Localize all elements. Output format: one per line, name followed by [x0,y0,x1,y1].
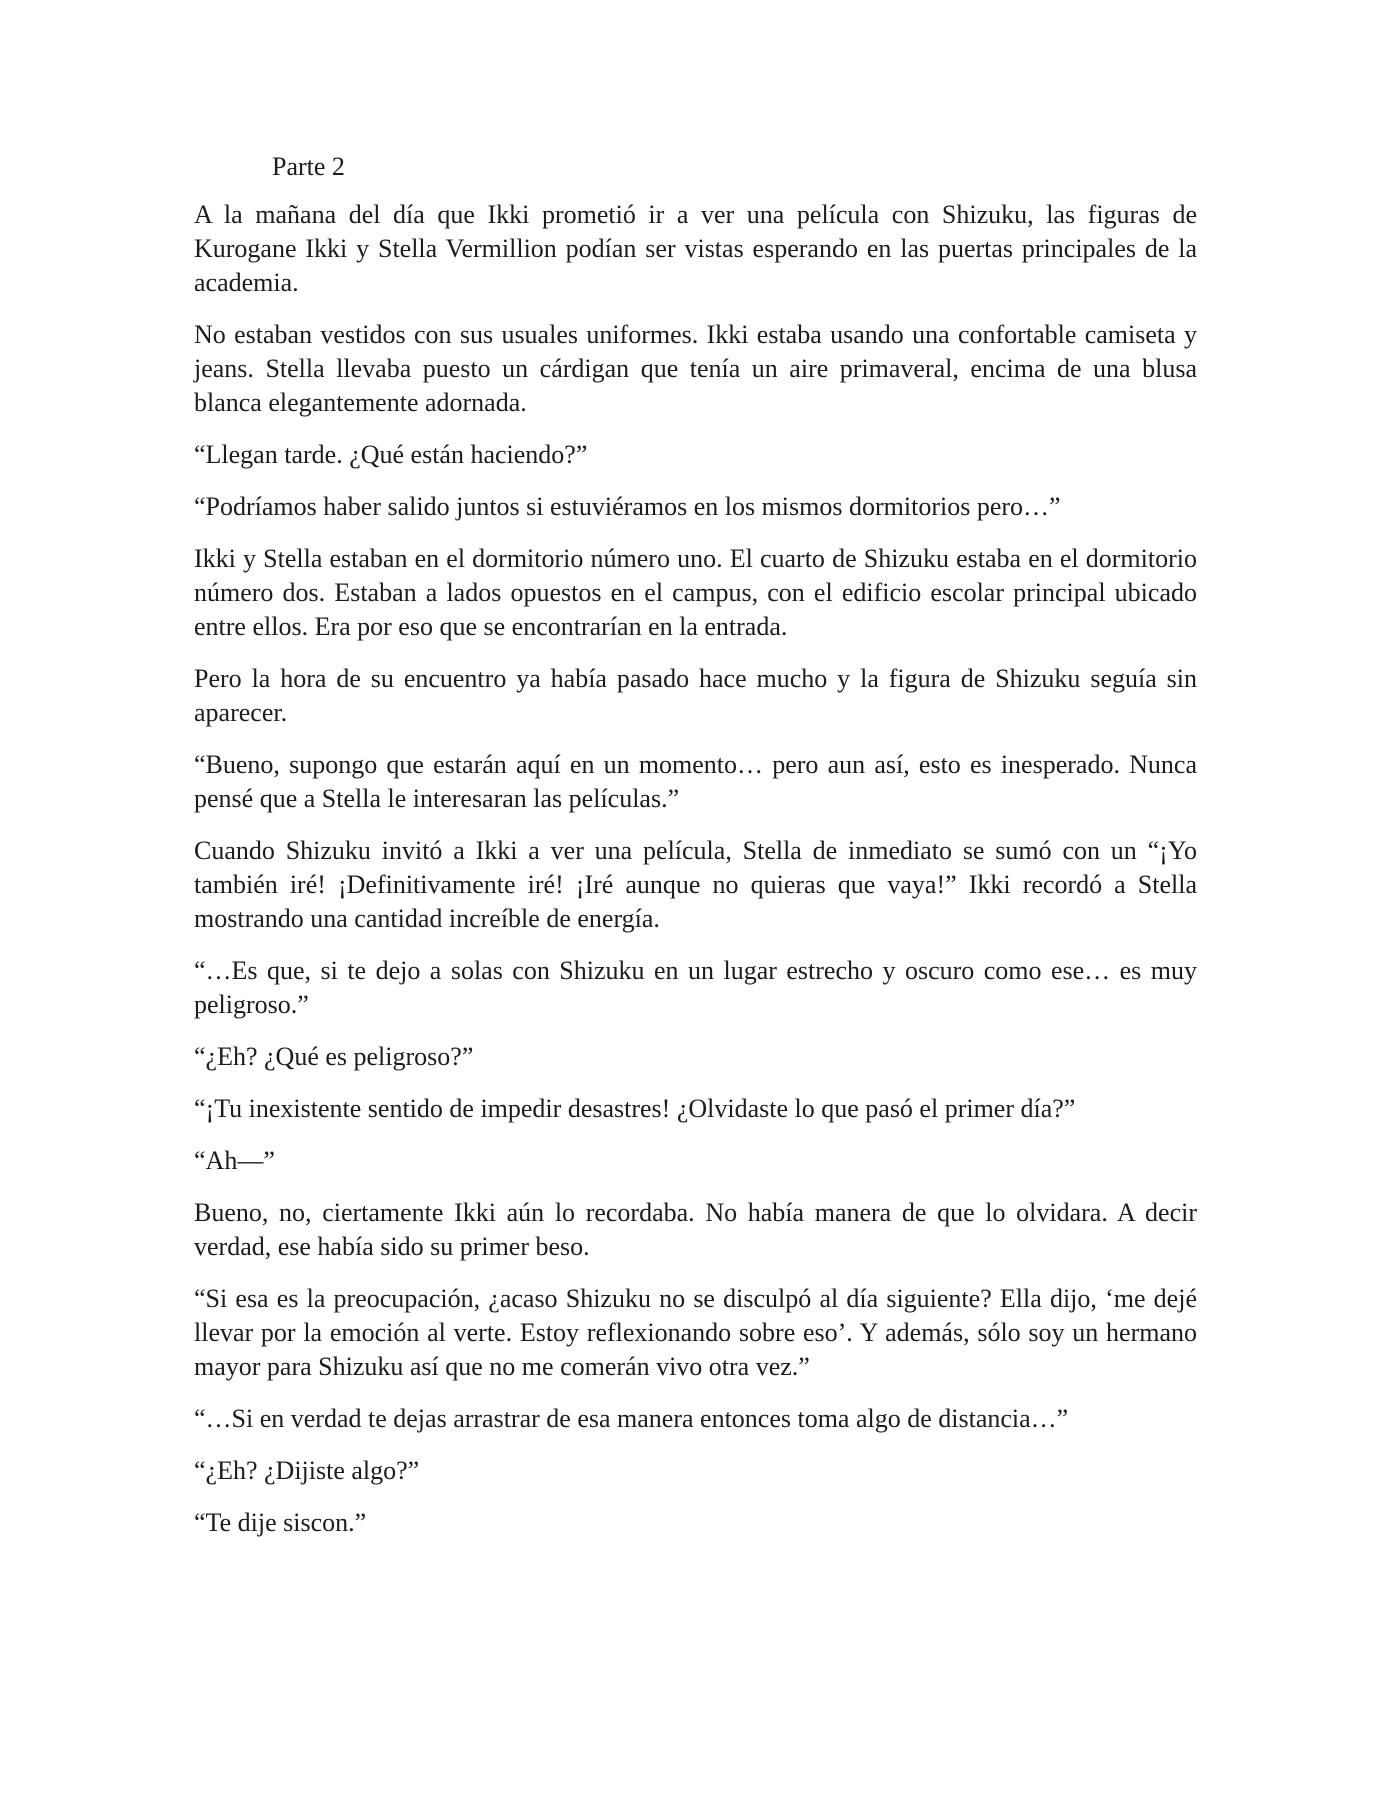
dialogue-line: “Ah—” [194,1146,275,1175]
paragraph: A la mañana del día que Ikki prometió ir a ver una película con Shizuku, las figuras de Kurogane Ikki y Stella Vermillion podían ser vistas esperando en las puertas principales de la academia. [194,200,1197,297]
dialogue-line: “Llegan tarde. ¿Qué están haciendo?” [194,440,588,469]
dialogue-line: “Te dije siscon.” [194,1508,367,1537]
dialogue-line: “¿Eh? ¿Qué es peligroso?” [194,1042,474,1071]
dialogue-line: “Bueno, supongo que estarán aquí en un momento… pero aun así, esto es inesperado. Nunca pensé que a Stella le interesaran las películas.” [194,750,1197,813]
dialogue-line: “¡Tu inexistente sentido de impedir desastres! ¿Olvidaste lo que pasó el primer día?” [194,1094,1076,1123]
paragraph: No estaban vestidos con sus usuales uniformes. Ikki estaba usando una confortable camiseta y jeans. Stella llevaba puesto un cárdigan que tenía un aire primaveral, encima de una blusa blanca elegantemente adornada. [194,320,1197,417]
section-heading: Parte 2 [272,152,345,181]
dialogue-line: “…Si en verdad te dejas arrastrar de esa manera entonces toma algo de distancia…” [194,1404,1069,1433]
dialogue-line: “¿Eh? ¿Dijiste algo?” [194,1456,420,1485]
paragraph: Bueno, no, ciertamente Ikki aún lo recordaba. No había manera de que lo olvidara. A decir verdad, ese había sido su primer beso. [194,1198,1197,1261]
document-body [194,150,1197,1558]
paragraph: Pero la hora de su encuentro ya había pasado hace mucho y la figura de Shizuku seguía sin aparecer. [194,664,1197,727]
dialogue-line: “Podríamos haber salido juntos si estuviéramos en los mismos dormitorios pero…” [194,492,1061,521]
dialogue-line: “Si esa es la preocupación, ¿acaso Shizuku no se disculpó al día siguiente? Ella dijo, ‘me dejé llevar por la emoción al verte. Estoy reflexionando sobre eso’. Y además, sólo soy un hermano mayor para Shizuku así que no me comerán vivo otra vez.” [194,1284,1197,1381]
dialogue-line: “…Es que, si te dejo a solas con Shizuku en un lugar estrecho y oscuro como ese… es muy peligroso.” [194,956,1197,1019]
paragraph: Ikki y Stella estaban en el dormitorio número uno. El cuarto de Shizuku estaba en el dormitorio número dos. Estaban a lados opuestos en el campus, con el edificio escolar principal ubicado entre ellos. Era por eso que se encontrarían en la entrada. [194,544,1197,641]
paragraph: Cuando Shizuku invitó a Ikki a ver una película, Stella de inmediato se sumó con un “¡Yo también iré! ¡Definitivamente iré! ¡Iré aunque no quieras que vaya!” Ikki recordó a Stella mostrando una cantidad increíble de energía. [194,836,1197,933]
